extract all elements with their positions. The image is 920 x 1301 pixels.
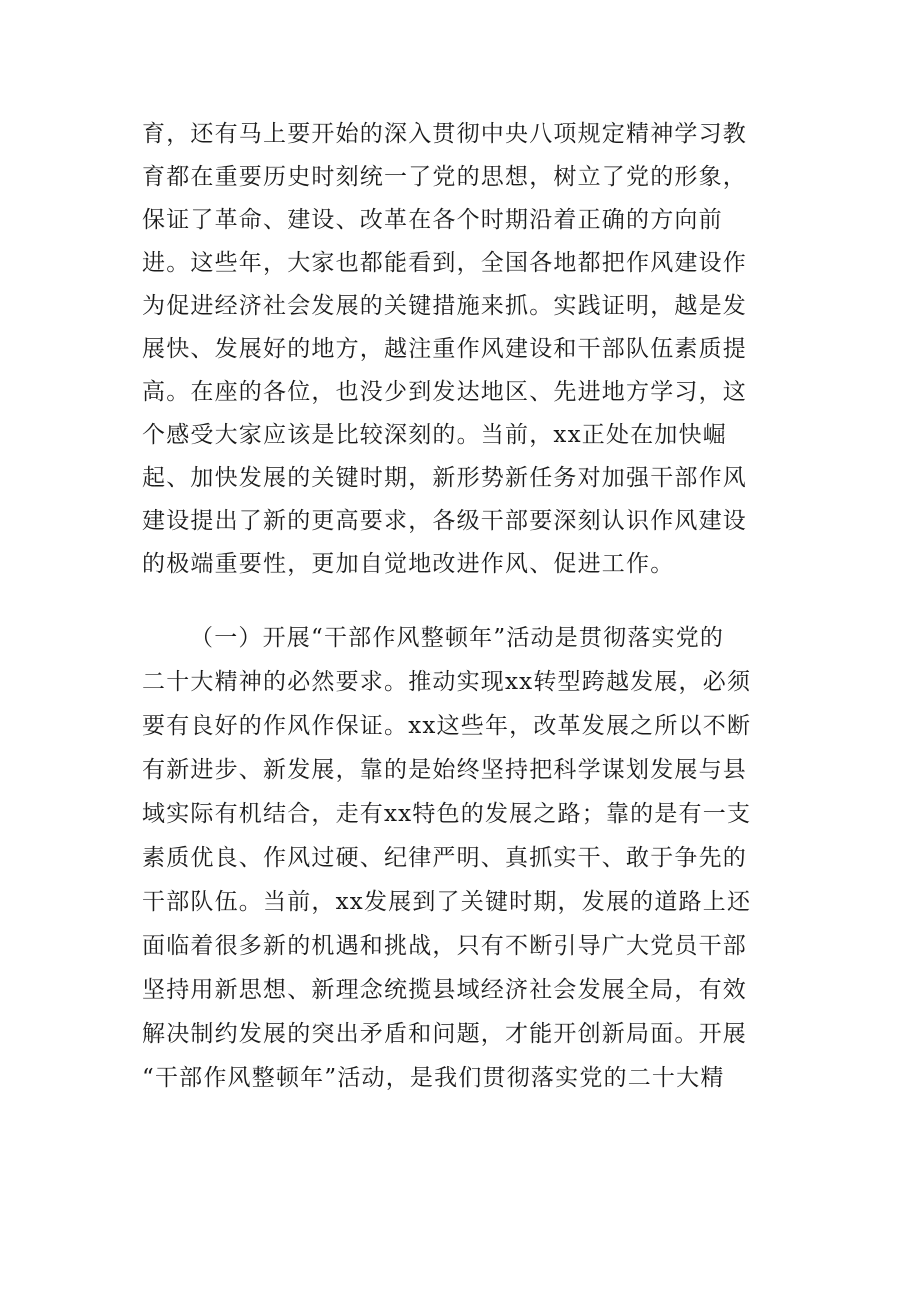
paragraph-2-line: 域实际有机结合，走有xx特色的发展之路；靠的是有一支 [142, 801, 752, 827]
paragraph-1-line: 起、加快发展的关键时期，新形势新任务对加强干部作风 [142, 465, 747, 491]
paragraph-1-line: 高。在座的各位，也没少到发达地区、先进地方学习，这 [142, 379, 747, 405]
paragraph-2-line: 要有良好的作风作保证。xx这些年，改革发展之所以不断 [142, 713, 752, 739]
paragraph-2-line: 有新进步、新发展，靠的是始终坚持把科学谋划发展与县 [142, 757, 747, 783]
paragraph-1-line: 育，还有马上要开始的深入贯彻中央八项规定精神学习教 [142, 121, 747, 147]
paragraph-2-line: （一）开展“干部作风整顿年”活动是贯彻落实党的 [190, 625, 725, 651]
paragraph-1-line: 展快、发展好的地方，越注重作风建设和干部队伍素质提 [142, 336, 747, 362]
paragraph-2-line: 面临着很多新的机遇和挑战，只有不断引导广大党员干部 [142, 933, 747, 959]
paragraph-1-line: 的极端重要性，更加自觉地改进作风、促进工作。 [142, 551, 675, 577]
paragraph-1-line: 保证了革命、建设、改革在各个时期沿着正确的方向前 [142, 207, 723, 233]
paragraph-1-line: 建设提出了新的更高要求，各级干部要深刻认识作风建设 [142, 508, 747, 534]
paragraph-2-line: “干部作风整顿年”活动，是我们贯彻落实党的二十大精 [142, 1065, 725, 1091]
paragraph-2-line: 二十大精神的必然要求。推动实现xx转型跨越发展，必须 [142, 669, 752, 695]
paragraph-1-line: 为促进经济社会发展的关键措施来抓。实践证明，越是发 [142, 293, 747, 319]
paragraph-1-line: 进。这些年，大家也都能看到，全国各地都把作风建设作 [142, 250, 747, 276]
paragraph-1-line: 育都在重要历史时刻统一了党的思想，树立了党的形象， [142, 164, 747, 190]
paragraph-1-line: 个感受大家应该是比较深刻的。当前，xx正处在加快崛 [142, 422, 727, 448]
paragraph-2-line: 素质优良、作风过硬、纪律严明、真抓实干、敢于争先的 [142, 845, 747, 871]
paragraph-2-line: 坚持用新思想、新理念统揽县域经济社会发展全局，有效 [142, 977, 747, 1003]
paragraph-2-line: 干部队伍。当前，xx发展到了关键时期，发展的道路上还 [142, 889, 752, 915]
paragraph-2-line: 解决制约发展的突出矛盾和问题，才能开创新局面。开展 [142, 1021, 747, 1047]
